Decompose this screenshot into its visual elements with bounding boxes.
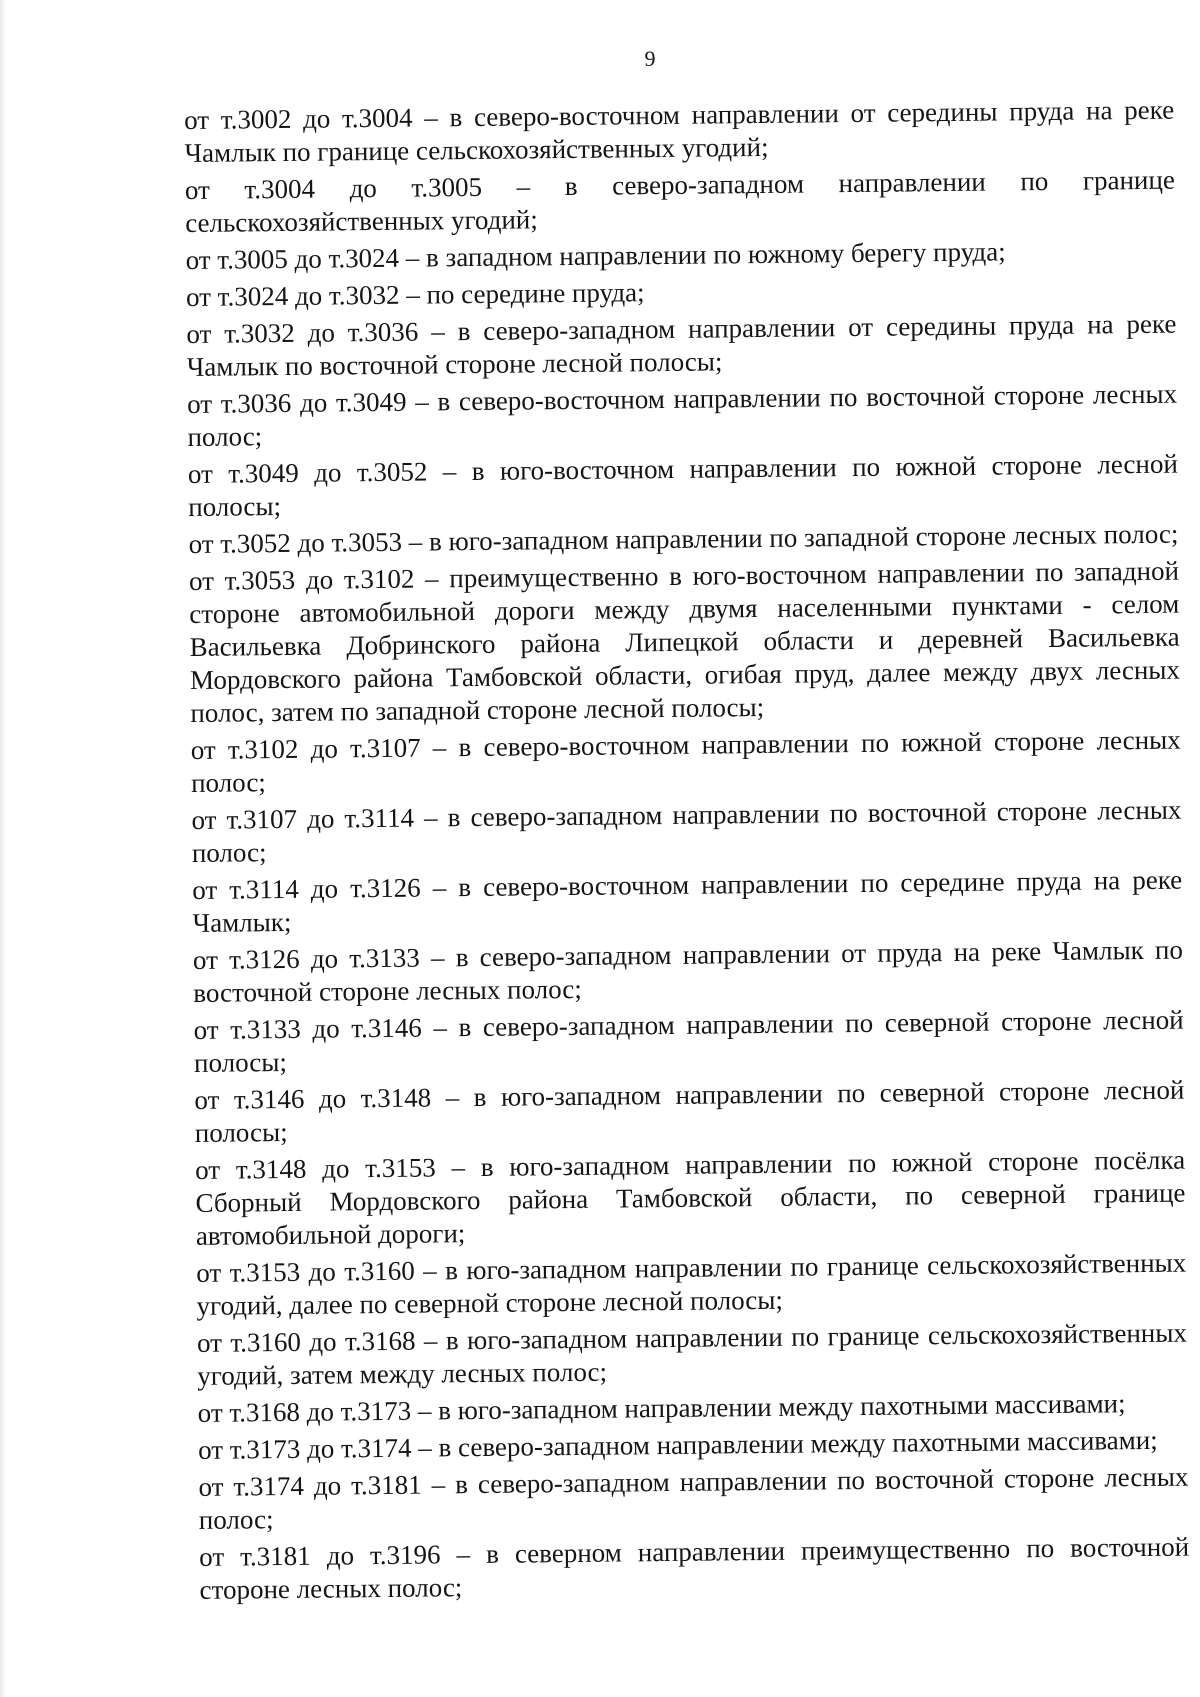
boundary-paragraph: от т.3160 до т.3168 – в юго-западном направлении по границе сельскохозяйственных угодий, затем между лесных полос; bbox=[196, 1317, 1188, 1391]
boundary-paragraph: от т.3126 до т.3133 – в северо-западном направлении от пруда на реке Чамлык по восточной стороне лесных полос; bbox=[192, 934, 1184, 1008]
boundary-paragraph: от т.3004 до т.3005 – в северо-западном направлении по границе сельскохозяйственных угодий; bbox=[184, 164, 1176, 238]
boundary-paragraph: от т.3102 до т.3107 – в северо-восточном направлении по южной стороне лесных полос; bbox=[190, 724, 1181, 798]
boundary-paragraph: от т.3036 до т.3049 – в северо-восточном направлении по восточной стороне лесных полос; bbox=[186, 378, 1178, 452]
boundary-paragraph: от т.3052 до т.3053 – в юго-западном направлении по западной стороне лесных полос; bbox=[188, 518, 1179, 559]
boundary-paragraph: от т.3024 до т.3032 – по середине пруда; bbox=[185, 277, 645, 312]
boundary-paragraph: от т.3148 до т.3153 – в юго-западном направлении по южной стороне посёлка Сборный Мордовского района Тамбовской области, по северной границе автомобильной дороги; bbox=[195, 1144, 1186, 1251]
boundary-paragraph: от т.3053 до т.3102 – преимущественно в юго-восточном направлении по западной стороне автомобильной дороги между двумя населенными пунктами - селом Васильевка Добринского района Липецкой области и деревней Васильевка Мордовского района Тамбовской области, огибая пруд, далее между двух лесных полос, затем по западной стороне лесной полосы; bbox=[188, 555, 1181, 728]
boundary-paragraph: от т.3174 до т.3181 – в северо-западном направлении по восточной стороне лесных полос; bbox=[198, 1461, 1189, 1535]
boundary-paragraph: от т.3032 до т.3036 – в северо-западном направлении от середины пруда на реке Чамлык по восточной стороне лесной полосы; bbox=[186, 308, 1177, 382]
boundary-paragraph: от т.3002 до т.3004 – в северо-восточном направлении от середины пруда на реке Чамлык по границе сельскохозяйственных угодий; bbox=[184, 94, 1175, 168]
boundary-paragraph: от т.3173 до т.3174 – в северо-западном направлении между пахотными массивами; bbox=[197, 1424, 1158, 1465]
boundary-paragraph: от т.3181 до т.3196 – в северном направлении преимущественно по восточной стороне лесных полос; bbox=[199, 1531, 1190, 1605]
scan-edge bbox=[0, 0, 6, 1697]
boundary-paragraph: от т.3153 до т.3160 – в юго-западном направлении по границе сельскохозяйственных угодий, далее по северной стороне лесной полосы; bbox=[196, 1247, 1187, 1321]
boundary-paragraph: от т.3168 до т.3173 – в юго-западном направлении между пахотными массивами; bbox=[197, 1388, 1126, 1428]
boundary-paragraph: от т.3133 до т.3146 – в северо-западном направлении по северной стороне лесной полосы; bbox=[193, 1004, 1184, 1078]
boundary-paragraph: от т.3107 до т.3114 – в северо-западном направлении по восточной стороне лесных полос; bbox=[191, 794, 1182, 868]
boundary-paragraph: от т.3146 до т.3148 – в юго-западном направлении по северной стороне лесной полосы; bbox=[194, 1074, 1185, 1148]
boundary-paragraph: от т.3005 до т.3024 – в западном направлении по южному берегу пруда; bbox=[185, 236, 1006, 275]
page-number: 9 bbox=[644, 46, 656, 71]
document-body bbox=[184, 94, 1190, 1611]
boundary-paragraph: от т.3114 до т.3126 – в северо-восточном направлении по середине пруда на реке Чамлык; bbox=[192, 864, 1183, 938]
boundary-paragraph: от т.3049 до т.3052 – в юго-восточном направлении по южной стороне лесной полосы; bbox=[187, 448, 1178, 522]
